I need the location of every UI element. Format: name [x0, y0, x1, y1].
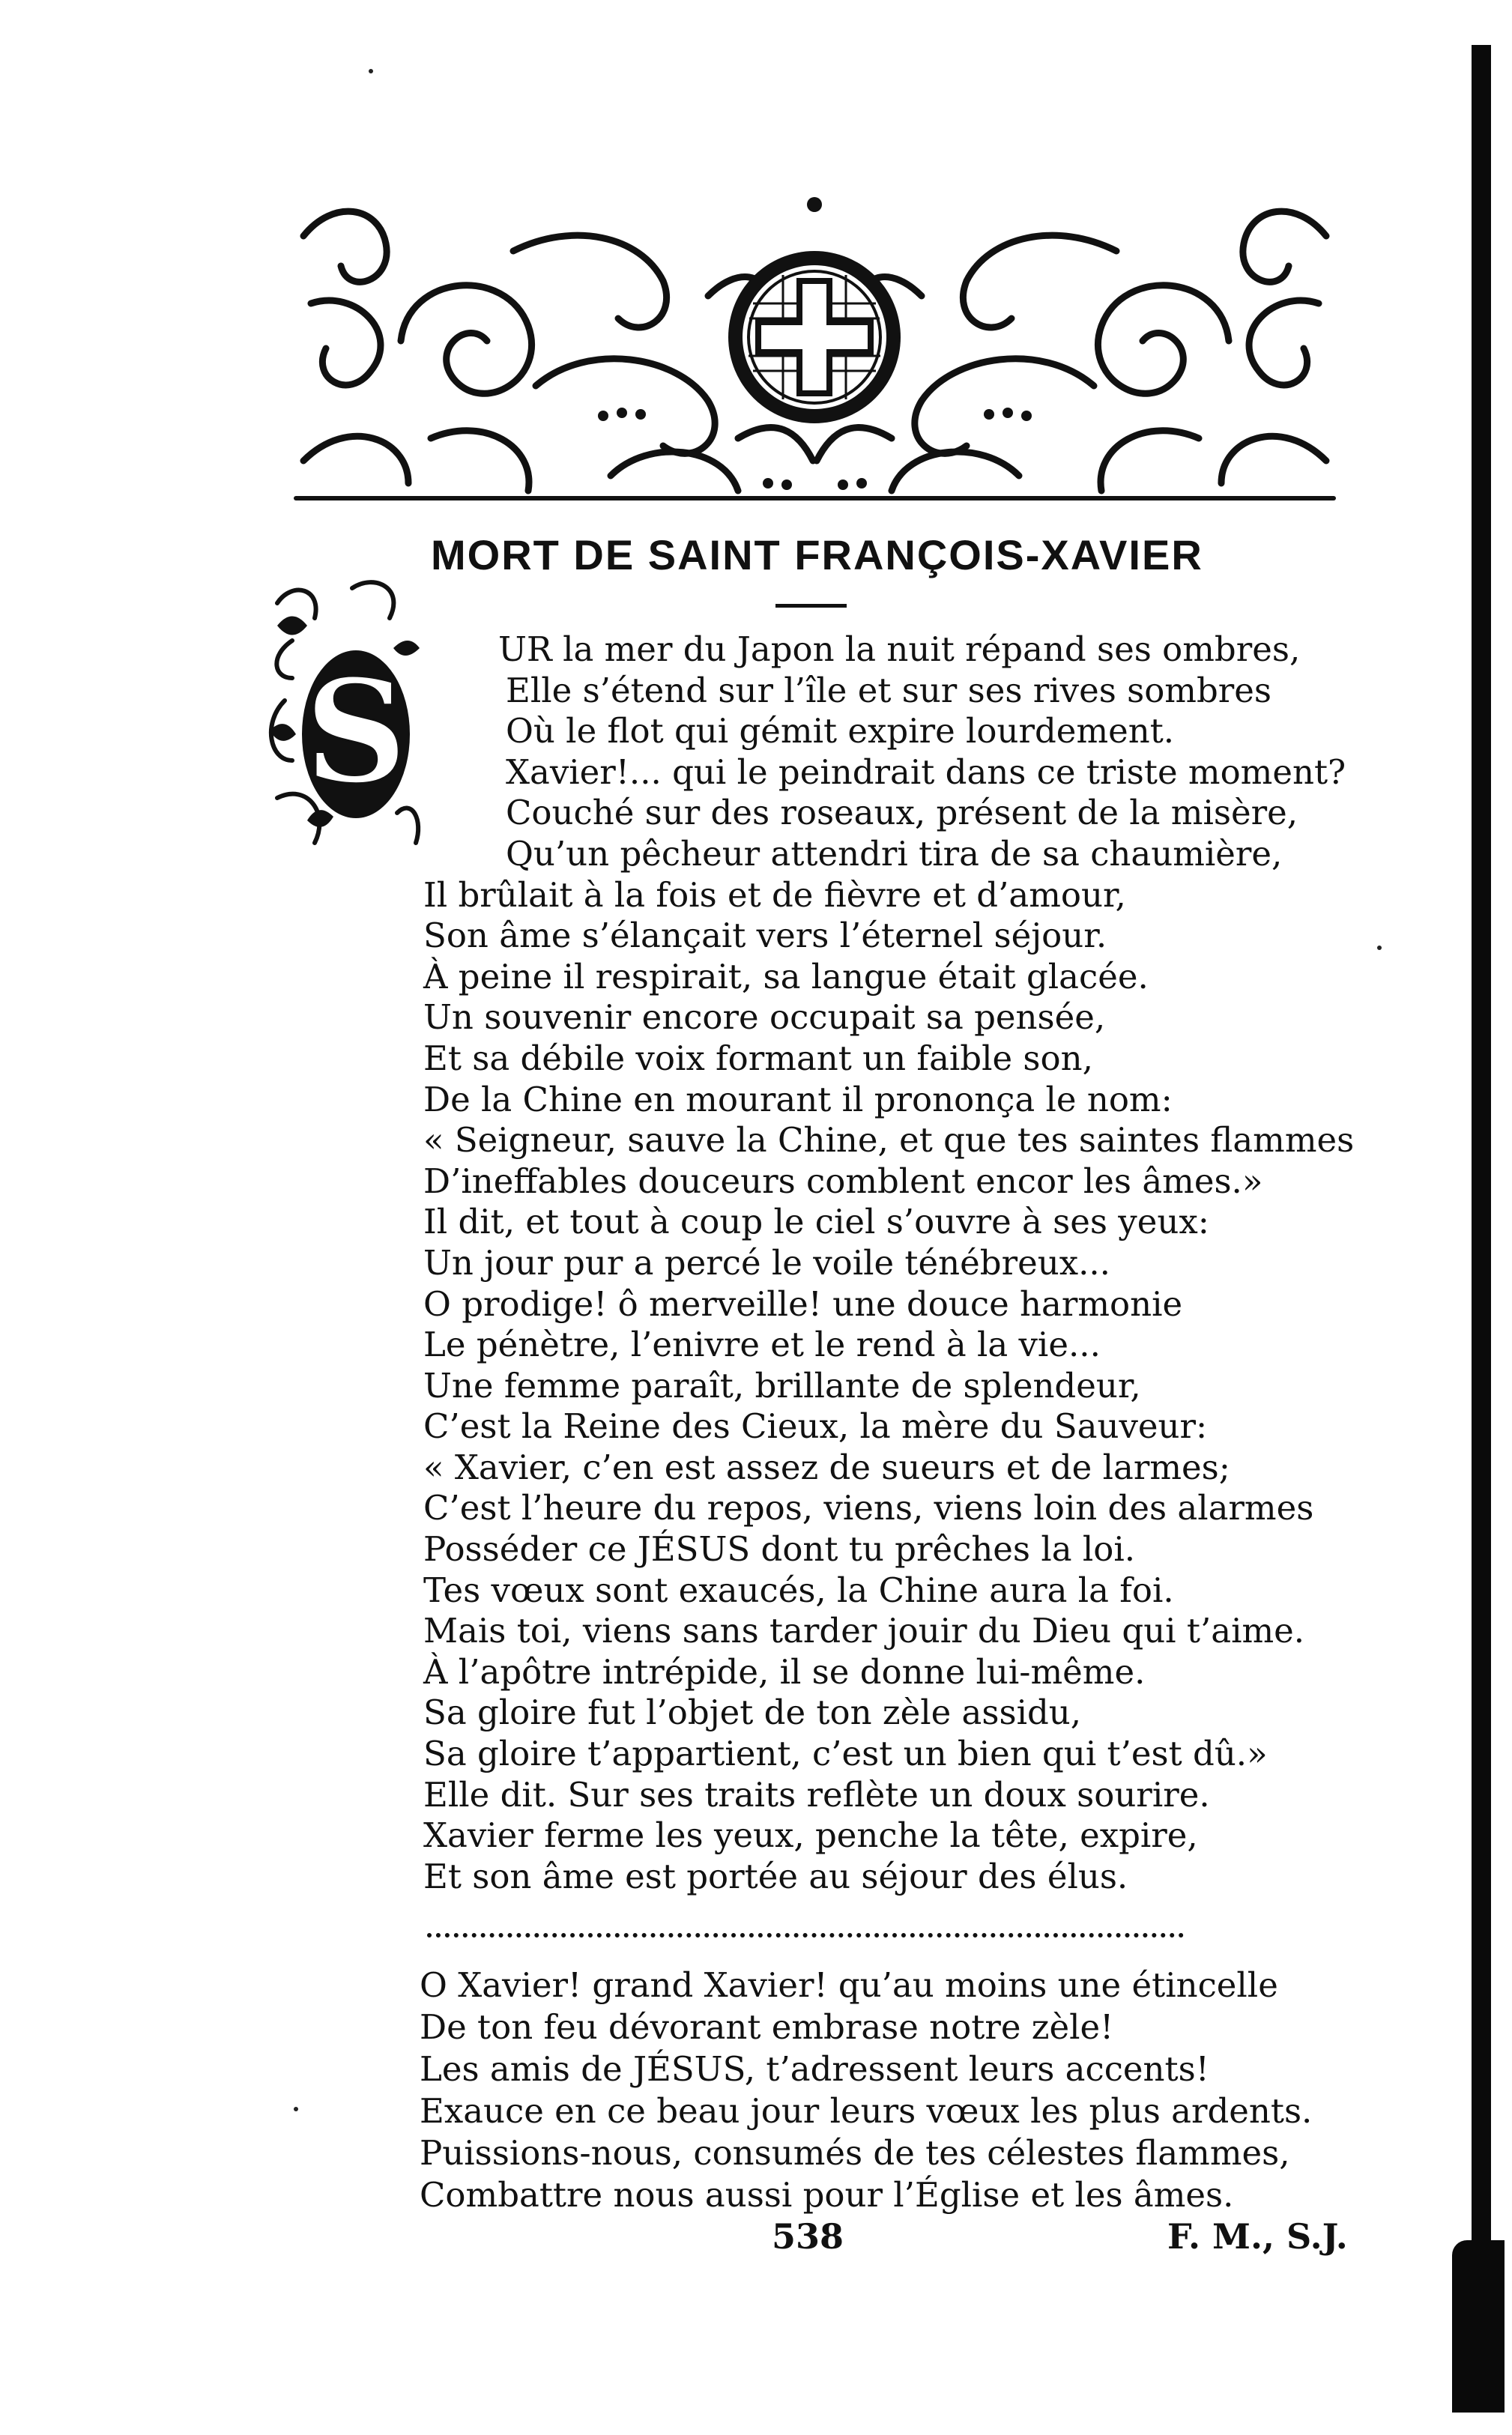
medallion-cross-icon [728, 251, 901, 423]
verse-line: Les amis de JÉSUS, t’adressent leurs accents! [420, 2049, 1209, 2089]
drop-cap-letter: S [304, 648, 408, 815]
verse-line: À peine il respirait, sa langue était glacée. [423, 956, 1149, 996]
verse-line: Posséder ce JÉSUS dont tu prêches la loi. [423, 1529, 1136, 1570]
verse-line: Elle s’étend sur l’île et sur ses rives sombres [506, 670, 1271, 710]
verse-line: À l’apôtre intrépide, il se donne lui-même. [423, 1651, 1146, 1692]
verse-line: Sa gloire t’appartient, c’est un bien qui t’est dû.» [423, 1734, 1268, 1774]
author-signature: F. M., S.J. [1167, 2216, 1348, 2257]
verse-line: Une femme paraît, brillante de splendeur, [423, 1365, 1141, 1406]
poem-title: MORT DE SAINT FRANÇOIS-XAVIER [431, 531, 1203, 578]
stanza-2 [420, 1964, 1394, 2216]
verse-line: Xavier ferme les yeux, penche la tête, expire, [423, 1815, 1198, 1856]
verse-line: Il brûlait à la fois et de fièvre et d’amour, [423, 874, 1126, 915]
verse-line: Et son âme est portée au séjour des élus. [423, 1856, 1128, 1896]
stanza-separator [427, 1933, 1184, 1938]
verse-line: « Xavier, c’en est assez de sueurs et de larmes; [423, 1447, 1230, 1487]
scan-edge-shadow [1472, 45, 1491, 2383]
verse-line: Tes vœux sont exaucés, la Chine aura la foi. [423, 1570, 1174, 1610]
scan-speck [294, 2107, 298, 2111]
ornamental-drop-cap [262, 573, 431, 858]
verse-line: O prodige! ô merveille! une douce harmonie [423, 1283, 1183, 1324]
verse-line: Il dit, et tout à coup le ciel s’ouvre à ses yeux: [423, 1202, 1209, 1242]
page-number: 538 [772, 2216, 844, 2257]
ornamental-headpiece [288, 191, 1341, 513]
verse-line: Xavier!... qui le peindrait dans ce triste moment? [506, 751, 1346, 792]
verse-line: Où le flot qui gémit expire lourdement. [506, 711, 1175, 751]
verse-line: Un jour pur a percé le voile ténébreux... [423, 1242, 1110, 1283]
verse-line: Couché sur des roseaux, présent de la misère, [506, 793, 1298, 833]
verse-line: Qu’un pêcheur attendri tira de sa chaumière, [506, 833, 1283, 874]
verse-line: Et sa débile voix formant un faible son, [423, 1038, 1093, 1078]
verse-line: Sa gloire fut l’objet de ton zèle assidu, [423, 1693, 1082, 1733]
verse-line: D’ineffables douceurs comblent encor les âmes.» [423, 1161, 1263, 1201]
title-divider [775, 604, 847, 608]
verse-line: Mais toi, viens sans tarder jouir du Dieu qui t’aime. [423, 1611, 1305, 1651]
verse-line: Son âme s’élançait vers l’éternel séjour. [423, 916, 1107, 956]
scan-speck [369, 69, 373, 73]
verse-line: De ton feu dévorant embrase notre zèle! [420, 2007, 1114, 2047]
verse-line: « Seigneur, sauve la Chine, et que tes saintes flammes [423, 1120, 1355, 1161]
verse-line: Elle dit. Sur ses traits reflète un doux sourire. [423, 1774, 1210, 1815]
verse-line: O Xavier! grand Xavier! qu’au moins une étincelle [420, 1965, 1278, 2005]
verse-line: Un souvenir encore occupait sa pensée, [423, 997, 1106, 1038]
verse-line: Puissions-nous, consumés de tes célestes flammes, [420, 2133, 1290, 2173]
verse-line: Le pénètre, l’enivre et le rend à la vie... [423, 1325, 1101, 1365]
verse-line: C’est l’heure du repos, viens, viens loin des alarmes [423, 1488, 1314, 1528]
verse-line: UR la mer du Japon la nuit répand ses ombres, [498, 629, 1301, 669]
stanza-1 [420, 629, 1394, 1897]
verse-line: C’est la Reine des Cieux, la mère du Sauveur: [423, 1406, 1208, 1447]
verse-line: Exauce en ce beau jour leurs vœux les plus ardents. [420, 2091, 1313, 2131]
scan-edge-corner [1452, 2240, 1505, 2413]
verse-line: De la Chine en mourant il prononça le nom: [423, 1079, 1173, 1119]
verse-line: Combattre nous aussi pour l’Église et les âmes. [420, 2175, 1234, 2215]
